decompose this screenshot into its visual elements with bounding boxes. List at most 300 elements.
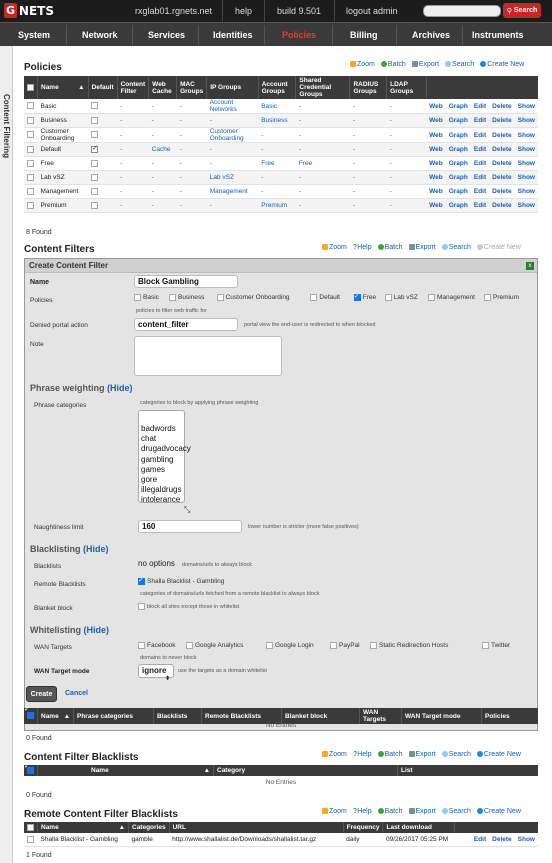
wan-targets-label: WAN Targets: [34, 644, 72, 651]
row-default: [88, 185, 117, 199]
edit-link[interactable]: Edit: [473, 174, 487, 181]
create-new-button[interactable]: [477, 751, 521, 758]
row-name: Free: [38, 157, 89, 171]
col-actions: [455, 822, 538, 833]
col-remote-blacklists[interactable]: Remote Blacklists: [202, 708, 282, 724]
web-link[interactable]: Web: [429, 174, 443, 181]
batch-label: Batch: [384, 808, 403, 815]
list-item[interactable]: chat: [141, 434, 157, 444]
row-name: Basic: [38, 99, 89, 114]
sort-icon: ▲: [203, 767, 210, 774]
col-ldap-groups[interactable]: LDAP Groups: [387, 76, 426, 99]
checkbox[interactable]: [330, 642, 337, 649]
col-name[interactable]: [38, 822, 129, 833]
search-action-button[interactable]: [442, 808, 471, 815]
wan-target-option[interactable]: [186, 642, 243, 649]
edit-link[interactable]: Edit: [473, 102, 487, 110]
checkbox[interactable]: [482, 642, 489, 649]
denied-portal-action-input[interactable]: content_filter: [134, 318, 238, 331]
search-action-button[interactable]: [442, 244, 471, 251]
list-item[interactable]: drugadvocacy: [141, 444, 191, 454]
row-default: [88, 128, 117, 143]
row-shared-credential-groups: -: [296, 114, 350, 128]
nav-network[interactable]: Network: [82, 30, 118, 40]
cf-blacklists-actions: [322, 751, 521, 758]
side-tab-content-filtering[interactable]: [0, 46, 13, 863]
row-checkbox-cell: [24, 143, 38, 157]
rgnets-logo[interactable]: [4, 2, 54, 19]
graph-link[interactable]: Graph: [448, 131, 468, 139]
policy-option[interactable]: [169, 294, 204, 301]
logo-mark: G: [5, 4, 15, 17]
sort-icon: ▲: [118, 824, 125, 831]
row-actions: [426, 128, 538, 143]
graph-link[interactable]: Graph: [448, 117, 468, 124]
close-icon[interactable]: x: [526, 262, 534, 270]
export-button[interactable]: [409, 751, 436, 758]
edit-link[interactable]: Edit: [473, 146, 487, 153]
table-row[interactable]: [24, 99, 538, 114]
col-default[interactable]: Default: [88, 76, 117, 99]
row-mac-groups: -: [177, 128, 207, 143]
wan-option-label: PayPal: [339, 642, 360, 649]
web-link[interactable]: Web: [429, 117, 443, 124]
checkbox[interactable]: [266, 642, 273, 649]
search-button-label: Search: [513, 7, 538, 14]
row-checkbox[interactable]: [27, 131, 34, 138]
batch-button[interactable]: [378, 751, 403, 758]
wan-target-option[interactable]: [330, 642, 360, 649]
graph-link[interactable]: Graph: [448, 102, 468, 110]
nav-identities[interactable]: Identities: [213, 30, 253, 40]
row-actions: [426, 185, 538, 199]
search-action-button[interactable]: [445, 61, 474, 68]
wan-hint: domains to never block: [140, 655, 197, 661]
create-new-label: Create New: [483, 244, 521, 251]
row-content-filter: -: [117, 128, 149, 143]
divider: [66, 25, 67, 45]
edit-link[interactable]: Edit: [473, 131, 487, 139]
edit-link[interactable]: Edit: [473, 160, 487, 167]
row-ldap-groups: -: [387, 185, 426, 199]
checkbox[interactable]: [310, 294, 317, 301]
row-web-cache: [149, 143, 177, 157]
nav-system[interactable]: System: [18, 30, 51, 40]
checkbox[interactable]: [370, 642, 377, 649]
col-wan-targets[interactable]: WAN Targets: [360, 708, 402, 724]
web-link[interactable]: Web: [429, 188, 443, 195]
table-row[interactable]: [24, 128, 538, 143]
list-item[interactable]: gambling: [141, 454, 174, 464]
phrase-categories-listbox[interactable]: [138, 410, 191, 505]
web-link[interactable]: Web: [429, 102, 443, 110]
show-link[interactable]: Show: [517, 117, 535, 124]
wan-target-mode-select[interactable]: [138, 664, 174, 682]
list-item[interactable]: games: [141, 464, 166, 474]
row-web-cache-link[interactable]: Cache: [151, 146, 171, 153]
row-default: [88, 99, 117, 114]
hide-whitelisting-link[interactable]: (Hide): [83, 625, 110, 635]
batch-label: Batch: [384, 244, 403, 251]
search-button[interactable]: [503, 3, 541, 18]
search-action-button[interactable]: [442, 751, 471, 758]
cf-blacklists-title: Content Filter Blacklists: [24, 752, 139, 763]
wan-targets-options: [138, 642, 538, 652]
wan-target-option[interactable]: [370, 642, 448, 649]
batch-icon: [378, 751, 384, 757]
note-textarea[interactable]: [134, 336, 282, 376]
col-account-groups[interactable]: Account Groups: [258, 76, 296, 99]
policy-option[interactable]: [484, 294, 519, 301]
policy-option[interactable]: [428, 294, 475, 301]
checkbox[interactable]: [138, 642, 145, 649]
web-link[interactable]: Web: [429, 131, 443, 139]
show-link[interactable]: Show: [517, 202, 535, 209]
select-all-checkbox[interactable]: [24, 765, 38, 776]
export-icon: [409, 751, 415, 757]
delete-link[interactable]: Delete: [492, 188, 512, 195]
web-link[interactable]: Web: [429, 202, 443, 209]
select-all-checkbox[interactable]: [24, 76, 38, 99]
col-mac-groups[interactable]: MAC Groups: [177, 76, 207, 99]
question-icon: ?: [352, 244, 358, 251]
batch-button[interactable]: [381, 61, 406, 68]
batch-button[interactable]: [378, 244, 403, 251]
policy-option[interactable]: [354, 294, 376, 301]
table-row[interactable]: [24, 114, 538, 128]
phrase-weighting-section: [30, 383, 133, 393]
zoom-button[interactable]: [322, 751, 347, 758]
row-account-groups-link[interactable]: Business: [261, 117, 288, 124]
row-checkbox[interactable]: [27, 146, 34, 153]
list-item[interactable]: gore: [141, 475, 158, 485]
whitelisting-section: [30, 625, 109, 635]
whitelisting-heading: Whitelisting: [30, 625, 81, 635]
content-filters-empty: No Entries: [265, 722, 297, 729]
create-new-button[interactable]: [480, 61, 524, 68]
name-input[interactable]: Block Gambling: [134, 275, 238, 288]
row-content-filter: -: [117, 99, 149, 114]
remote-blacklist-option[interactable]: [138, 578, 224, 585]
row-ip-groups: [207, 185, 259, 199]
zoom-button[interactable]: [322, 244, 347, 251]
row-checkbox[interactable]: [27, 102, 34, 109]
hide-phrase-weighting-link[interactable]: (Hide): [107, 383, 133, 393]
row-ip-groups-link[interactable]: Management: [209, 188, 248, 195]
note-label: Note: [30, 341, 44, 348]
policy-option-label: Management: [437, 294, 475, 301]
checkbox[interactable]: [354, 294, 361, 301]
blanket-block-option[interactable]: [138, 603, 239, 610]
wan-option-label: Twitter: [491, 642, 511, 649]
show-link[interactable]: Show: [517, 188, 535, 195]
create-new-button-disabled: [477, 244, 521, 251]
col-web-cache[interactable]: Web Cache: [149, 76, 177, 99]
delete-link[interactable]: Delete: [492, 117, 512, 124]
row-name: Premium: [38, 199, 89, 213]
blanket-hint: block all sites except those in whitelist: [147, 603, 240, 610]
sort-icon: ▲: [63, 712, 70, 720]
checkbox[interactable]: [138, 603, 145, 610]
row-shared-credential-groups: -: [296, 128, 350, 143]
default-checkbox: [91, 102, 98, 109]
checkbox[interactable]: [138, 578, 145, 585]
row-checkbox[interactable]: [27, 160, 34, 167]
divider: [264, 25, 265, 45]
col-list[interactable]: List: [398, 765, 539, 776]
table-row[interactable]: [24, 157, 538, 171]
row-default: [88, 199, 117, 213]
row-name: Lab vSZ: [38, 171, 89, 185]
export-button[interactable]: [409, 244, 436, 251]
row-web-cache: -: [149, 199, 177, 213]
delete-link[interactable]: Delete: [492, 174, 512, 181]
delete-link[interactable]: Delete: [492, 835, 512, 843]
col-label: Name: [41, 84, 59, 91]
policy-option[interactable]: [385, 294, 418, 301]
web-link[interactable]: Web: [429, 160, 443, 167]
magnifier-icon: [442, 244, 448, 250]
name-label: Name: [30, 279, 50, 286]
export-button[interactable]: [412, 61, 439, 68]
row-shared-credential-groups: -: [296, 171, 350, 185]
help-button[interactable]: [353, 751, 372, 758]
row-account-groups-link[interactable]: Basic: [261, 102, 278, 110]
row-radius-groups: -: [350, 99, 387, 114]
zoom-label: Zoom: [329, 244, 347, 251]
sort-icon: ▲: [78, 84, 85, 91]
row-actions: [426, 114, 538, 128]
graph-link[interactable]: Graph: [448, 160, 468, 167]
content-filters-title: Content Filters: [24, 244, 95, 255]
row-name: Customer Onboarding: [38, 128, 89, 143]
checkbox[interactable]: [484, 294, 491, 301]
col-categories[interactable]: Categories: [129, 822, 170, 833]
create-button[interactable]: Create: [26, 686, 57, 702]
policy-option-label: Customer Onboarding: [225, 294, 290, 301]
col-name[interactable]: [38, 765, 214, 776]
graph-link[interactable]: Graph: [448, 146, 468, 153]
side-tab-label: Content Filtering: [2, 94, 11, 158]
col-policies[interactable]: Policies: [482, 708, 539, 724]
help-button[interactable]: [353, 244, 372, 251]
export-label: Export: [415, 751, 436, 758]
hide-blacklisting-link[interactable]: (Hide): [83, 544, 109, 554]
col-radius-groups[interactable]: RADIUS Groups: [350, 76, 387, 99]
col-label: Name: [41, 824, 59, 831]
show-link[interactable]: Show: [517, 835, 535, 843]
row-account-groups-link[interactable]: Free: [261, 160, 275, 167]
table-row[interactable]: [24, 143, 538, 157]
hostname: rxglab01.rgnets.net: [135, 6, 213, 16]
nav-policies[interactable]: Policies: [282, 30, 317, 40]
col-url[interactable]: URL: [169, 822, 343, 833]
table-row[interactable]: [24, 199, 538, 213]
nav-archives[interactable]: Archives: [412, 30, 451, 40]
row-checkbox[interactable]: [24, 833, 38, 846]
graph-link[interactable]: Graph: [448, 202, 468, 209]
delete-link[interactable]: Delete: [492, 160, 512, 167]
policy-option-label: Free: [362, 294, 377, 301]
resize-handle-icon[interactable]: ⤡: [184, 505, 191, 514]
row-checkbox[interactable]: [27, 117, 34, 124]
checkbox[interactable]: [428, 294, 435, 301]
policy-option[interactable]: [217, 294, 290, 301]
row-checkbox[interactable]: [27, 202, 34, 209]
row-radius-groups: -: [350, 171, 387, 185]
export-icon: [409, 244, 415, 250]
naughtiness-limit-input[interactable]: 160: [138, 520, 242, 533]
checkbox[interactable]: [186, 642, 193, 649]
export-label: Export: [415, 808, 436, 815]
main-nav: [0, 22, 552, 46]
nav-instruments[interactable]: Instruments: [472, 30, 524, 40]
policies-table: [24, 76, 538, 213]
policy-option[interactable]: [310, 294, 340, 301]
policies-options: [134, 294, 534, 304]
row-ip-groups-link[interactable]: Lab vSZ: [209, 174, 234, 181]
cf-blacklists-table: [24, 765, 538, 776]
zoom-button[interactable]: [350, 61, 375, 68]
table-row[interactable]: [24, 833, 538, 846]
checkbox[interactable]: [134, 294, 141, 301]
checkbox[interactable]: [169, 294, 176, 301]
batch-label: Batch: [387, 61, 406, 68]
zoom-label: Zoom: [357, 61, 375, 68]
blacklists-hint: domains/urls to always block: [182, 562, 253, 568]
row-shared-credential-groups-link[interactable]: Free: [298, 160, 313, 167]
batch-button[interactable]: [378, 808, 403, 815]
show-link[interactable]: Show: [517, 131, 535, 139]
row-ldap-groups: -: [387, 114, 426, 128]
row-content-filter: -: [117, 157, 149, 171]
col-content-filter[interactable]: Content Filter: [117, 76, 149, 99]
default-checkbox: [91, 160, 98, 167]
logout-link[interactable]: logout admin: [346, 6, 398, 16]
checkbox[interactable]: [385, 294, 392, 301]
create-content-filter-panel: [24, 258, 538, 731]
cancel-button[interactable]: Cancel: [65, 690, 88, 697]
wan-target-option[interactable]: [138, 642, 176, 649]
show-link[interactable]: Show: [517, 102, 535, 110]
row-shared-credential-groups: -: [296, 99, 350, 114]
create-new-label: Create New: [483, 751, 521, 758]
remote-hint: categories of domains/urls fetched from a remote blacklist to always block: [140, 591, 320, 597]
graph-link[interactable]: Graph: [448, 174, 468, 181]
col-blacklists[interactable]: Blacklists: [154, 708, 202, 724]
list-item[interactable]: badwords: [141, 424, 176, 433]
col-frequency[interactable]: Frequency: [343, 822, 383, 833]
row-actions: [455, 833, 538, 846]
question-icon: ?: [352, 751, 358, 758]
policies-label: Policies: [30, 297, 53, 304]
select-all-checkbox[interactable]: [24, 822, 38, 833]
row-ip-groups: -: [207, 114, 259, 128]
show-link[interactable]: Show: [517, 174, 535, 181]
export-button[interactable]: [409, 808, 436, 815]
col-phrase-categories[interactable]: Phrase categories: [74, 708, 154, 724]
wan-option-label: Google Analytics: [195, 642, 244, 649]
col-shared-credential-groups[interactable]: Shared Credential Groups: [296, 76, 350, 99]
show-link[interactable]: Show: [517, 146, 535, 153]
table-row[interactable]: [24, 185, 538, 199]
row-actions: [426, 171, 538, 185]
blanket-block-label: Blanket block: [34, 605, 73, 612]
wan-target-option[interactable]: [266, 642, 314, 649]
policy-option[interactable]: [134, 294, 159, 301]
question-icon: ?: [352, 808, 358, 815]
col-ip-groups[interactable]: IP Groups: [207, 76, 259, 99]
row-checkbox-cell: [24, 199, 38, 213]
plus-icon: [480, 61, 486, 67]
checkbox[interactable]: [217, 294, 224, 301]
row-account-groups-link[interactable]: Premium: [261, 202, 288, 209]
row-ldap-groups: -: [387, 157, 426, 171]
web-link[interactable]: Web: [429, 146, 443, 153]
row-mac-groups: -: [177, 157, 207, 171]
list-item[interactable]: illegaldrugs: [141, 485, 182, 495]
row-checkbox-cell: [24, 99, 38, 114]
logo-text: NETS: [18, 3, 54, 18]
row-default: [88, 171, 117, 185]
row-ip-groups-link[interactable]: Account Networks: [209, 99, 237, 113]
row-ip-groups-link[interactable]: Customer Onboarding: [209, 128, 244, 142]
edit-link[interactable]: Edit: [473, 202, 487, 209]
search-input[interactable]: [423, 5, 501, 17]
col-wan-target-mode[interactable]: WAN Target mode: [402, 708, 482, 724]
edit-link[interactable]: Edit: [473, 117, 487, 124]
nav-services[interactable]: Services: [148, 30, 186, 40]
row-checkbox[interactable]: [27, 188, 34, 195]
col-blanket-block[interactable]: Blanket block: [282, 708, 360, 724]
delete-link[interactable]: Delete: [492, 146, 512, 153]
policies-hint: policies to filter web traffic for: [136, 308, 207, 314]
list-item[interactable]: intolerance: [141, 495, 181, 505]
show-link[interactable]: Show: [517, 160, 535, 167]
table-row[interactable]: [24, 171, 538, 185]
col-name[interactable]: [38, 76, 89, 99]
graph-link[interactable]: Graph: [448, 188, 468, 195]
help-link[interactable]: help: [235, 6, 253, 16]
zoom-icon: [322, 808, 328, 814]
delete-link[interactable]: Delete: [492, 131, 512, 139]
create-new-label: Create New: [487, 61, 525, 68]
help-button[interactable]: [353, 808, 372, 815]
nav-billing[interactable]: Billing: [350, 30, 378, 40]
col-last-download[interactable]: Last download: [383, 822, 455, 833]
row-radius-groups: -: [350, 143, 387, 157]
phrase-hint: categories to block by applying phrase weighting: [140, 400, 259, 406]
create-new-button[interactable]: [477, 808, 521, 815]
row-actions: [426, 99, 538, 114]
col-label: Name: [41, 712, 59, 720]
wan-target-option[interactable]: [482, 642, 510, 649]
row-content-filter: -: [117, 199, 149, 213]
row-default: [88, 143, 117, 157]
edit-link[interactable]: Edit: [473, 835, 487, 843]
row-content-filter: -: [117, 114, 149, 128]
delete-link[interactable]: Delete: [492, 102, 512, 110]
row-default: [88, 114, 117, 128]
row-name: Business: [38, 114, 89, 128]
edit-link[interactable]: Edit: [473, 188, 487, 195]
row-checkbox-cell: [24, 128, 38, 143]
zoom-button[interactable]: [322, 808, 347, 815]
row-ldap-groups: -: [387, 128, 426, 143]
row-checkbox[interactable]: [27, 174, 34, 181]
col-category[interactable]: Category: [214, 765, 398, 776]
delete-link[interactable]: Delete: [492, 202, 512, 209]
